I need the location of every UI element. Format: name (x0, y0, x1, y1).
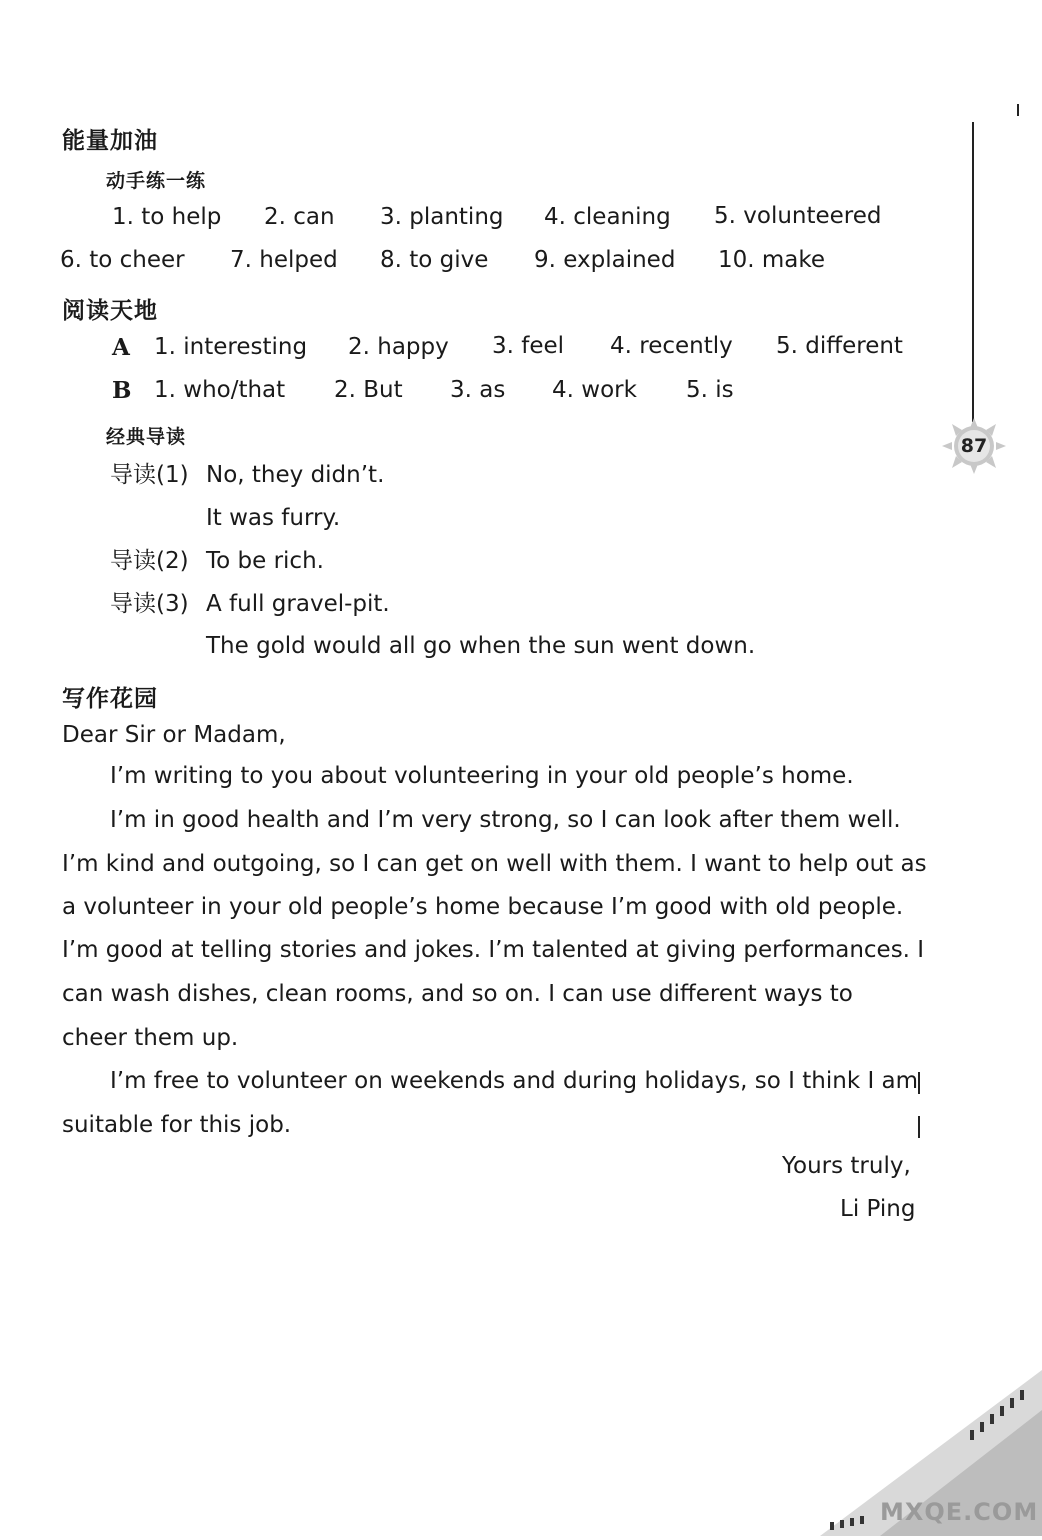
letter-paragraph-2-line: a volunteer in your old people’s home because I’m good with old people. (62, 894, 904, 920)
answer-10: 10. make (718, 247, 826, 273)
part-b-answer-2: 2. But (334, 377, 403, 403)
guide-1-answer-2: It was furry. (206, 505, 341, 531)
answer-3: 3. planting (380, 204, 504, 230)
subsection-title-classic: 经典导读 (106, 426, 187, 448)
subsection-title-practice: 动手练一练 (106, 170, 207, 192)
letter-salutation: Dear Sir or Madam, (62, 722, 286, 748)
letter-paragraph-2-line: can wash dishes, clean rooms, and so on. I can use different ways to (62, 981, 853, 1007)
part-b-answer-3: 3. as (450, 377, 506, 403)
section-title-energy: 能量加油 (62, 128, 158, 154)
letter-paragraph-2-line: cheer them up. (62, 1025, 239, 1051)
letter-paragraph-3-line: I’m free to volunteer on weekends and during holidays, so I think I am (110, 1068, 919, 1094)
margin-tick (1017, 104, 1019, 116)
part-a-answer-1: 1. interesting (154, 334, 308, 360)
part-a-answer-3: 3. feel (492, 333, 565, 359)
page-number-badge (942, 418, 1006, 474)
section-title-writing: 写作花园 (62, 686, 158, 712)
part-a-answer-5: 5. different (776, 333, 903, 359)
letter-paragraph-2-line: I’m kind and outgoing, so I can get on well with them. I want to help out as (62, 851, 927, 877)
margin-mark-1 (918, 1072, 920, 1094)
guide-3-answer-2: The gold would all go when the sun went down. (206, 633, 756, 659)
part-b-label: B (112, 377, 132, 404)
part-b-answer-4: 4. work (552, 377, 637, 403)
margin-rule (972, 122, 974, 422)
section-title-reading: 阅读天地 (62, 298, 158, 324)
corner-watermark (820, 1370, 1042, 1536)
guide-2-label: 导读(2) (110, 548, 189, 574)
part-b-answer-5: 5. is (686, 377, 734, 403)
part-a-label: A (112, 334, 130, 361)
answer-1: 1. to help (112, 204, 222, 230)
watermark-text: MXQE.COM (880, 1498, 1039, 1526)
answer-9: 9. explained (534, 247, 676, 273)
letter-closing: Yours truly, (782, 1153, 911, 1179)
answer-4: 4. cleaning (544, 204, 671, 230)
answer-7: 7. helped (230, 247, 338, 273)
guide-1-label: 导读(1) (110, 462, 189, 488)
letter-paragraph-3-line: suitable for this job. (62, 1112, 292, 1138)
answer-6: 6. to cheer (60, 247, 185, 273)
letter-paragraph-1: I’m writing to you about volunteering in your old people’s home. (110, 763, 854, 789)
part-b-answer-1: 1. who/that (154, 377, 286, 403)
guide-3-label: 导读(3) (110, 591, 189, 617)
answer-8: 8. to give (380, 247, 489, 273)
page-number: 87 (960, 435, 988, 457)
margin-mark-2 (918, 1116, 920, 1138)
answer-2: 2. can (264, 204, 335, 230)
letter-paragraph-2-line: I’m good at telling stories and jokes. I’m talented at giving performances. I (62, 937, 925, 963)
part-a-answer-4: 4. recently (610, 333, 733, 359)
guide-1-answer-1: No, they didn’t. (206, 462, 385, 488)
guide-3-answer-1: A full gravel-pit. (206, 591, 390, 617)
letter-paragraph-2-line: I’m in good health and I’m very strong, so I can look after them well. (110, 807, 901, 833)
guide-2-answer-1: To be rich. (206, 548, 324, 574)
part-a-answer-2: 2. happy (348, 334, 449, 360)
letter-signature: Li Ping (840, 1196, 916, 1222)
answer-5: 5. volunteered (714, 203, 882, 229)
